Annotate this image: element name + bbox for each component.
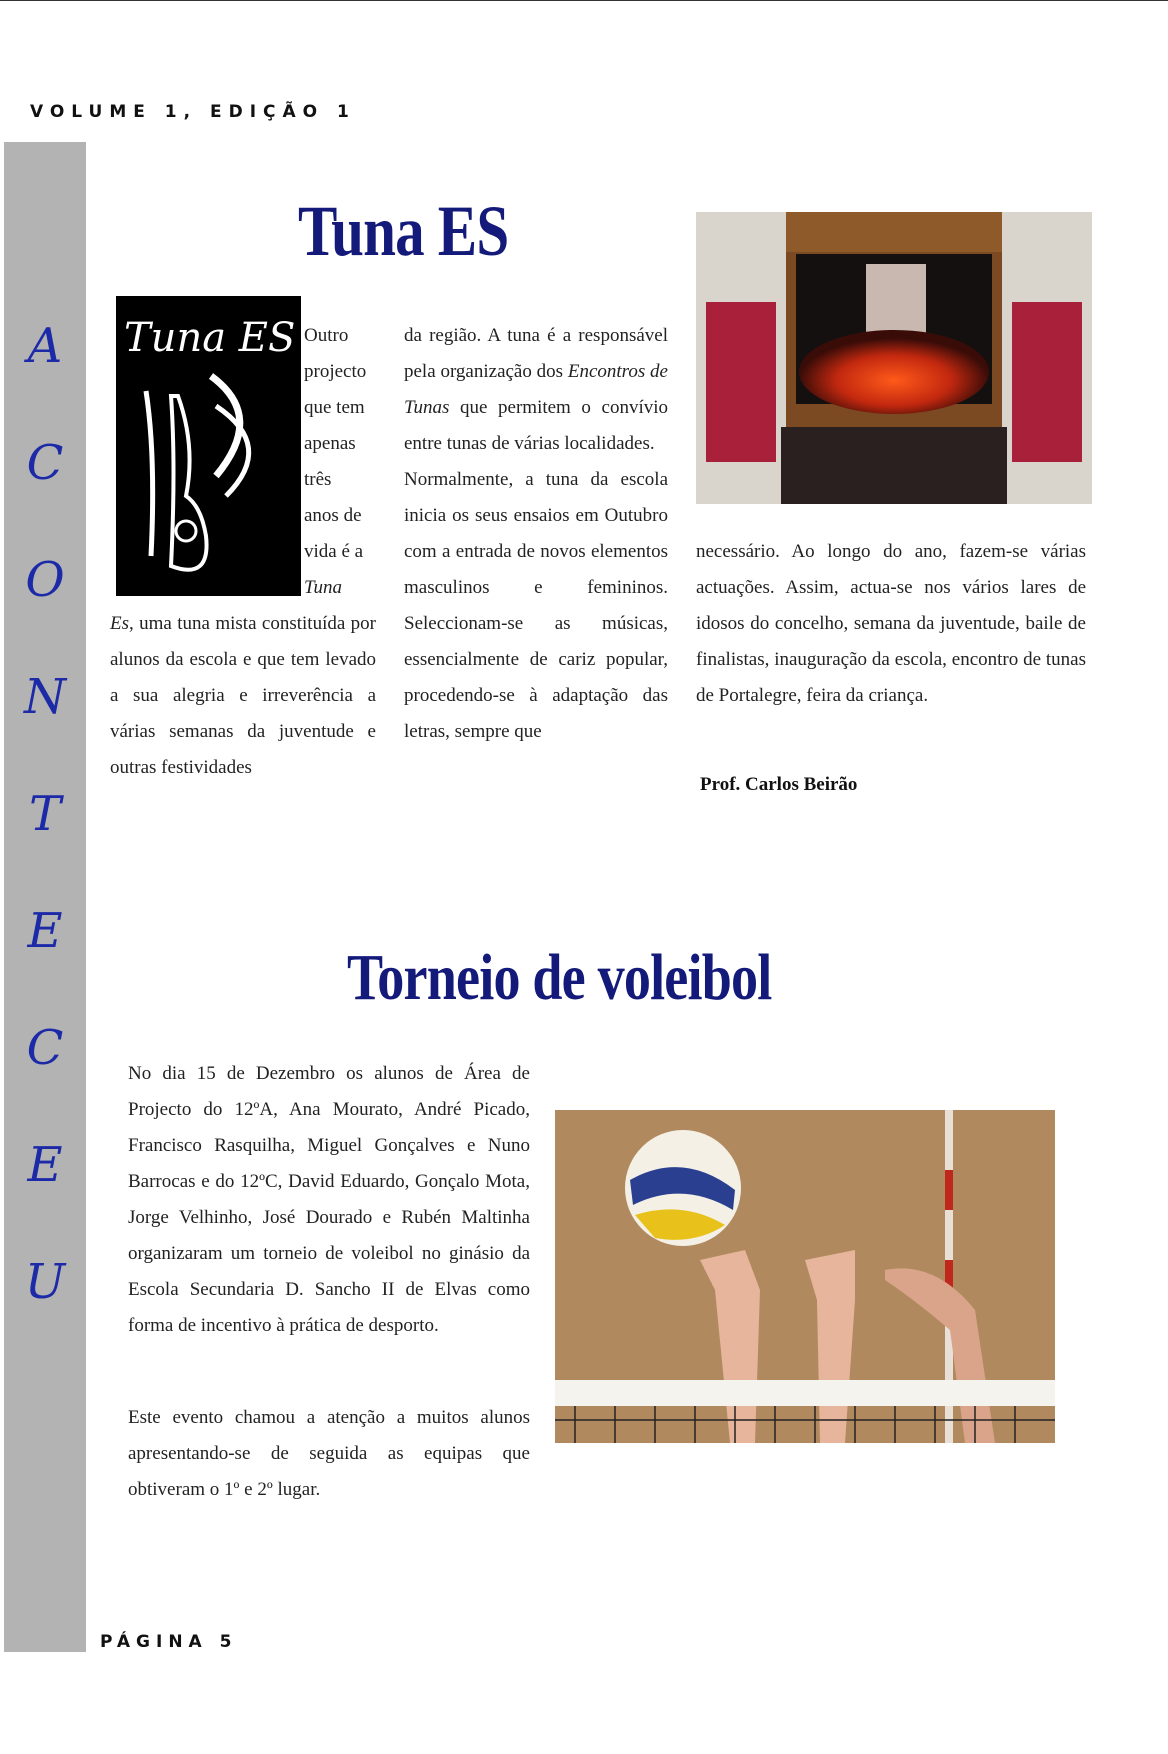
article-title-tuna: Tuna ES	[298, 191, 509, 271]
sidebar-letter: O	[25, 552, 65, 608]
tuna-stage-photo	[696, 212, 1092, 504]
logo-text: Tuna ES	[124, 315, 296, 361]
guitar-logo-icon	[116, 296, 301, 596]
theatre-stage-image	[696, 212, 1092, 504]
top-rule	[0, 0, 1168, 1]
volleyball-photo	[555, 1110, 1055, 1443]
tuna-col1-text: Es, uma tuna mista constituída por alunos da escola e que tem levado a sua alegria e irreverência a várias semanas da juventude e outras festividades	[110, 613, 376, 778]
tuna-col2-text: da região. A tuna é a responsável pela organização dos Encontros de Tunas que permitem o convívio entre tunas de várias localidades. Normalmente, a tuna da escola inicia os seus ensaios em Outubro com a entrada de novos elementos masculinos e femininos. Seleccionam-se as músicas, essencialmente de cariz popular, procedendo-se à adaptação das letras, sempre que	[404, 325, 668, 742]
tuna-es-logo	[116, 296, 301, 596]
sidebar-letter: C	[26, 1020, 64, 1076]
voleibol-paragraph-2: Este evento chamou a atenção a muitos alunos apresentando-se de seguida as equipas que obtiveram o 1º e 2º lugar.	[128, 1407, 530, 1500]
sidebar-letter: E	[27, 903, 63, 959]
sidebar-letter: U	[24, 1254, 66, 1310]
sidebar-letter: E	[27, 1137, 63, 1193]
article-title-voleibol: Torneio de voleibol	[347, 941, 772, 1014]
voleibol-paragraph-1: No dia 15 de Dezembro os alunos de Área de Projecto do 12ºA, Ana Mourato, André Picado, Francisco Rasquilha, Miguel Gonçalves e Nuno Barrocas e do 12ºC, David Eduardo, Gonçalo Mota, Jorge Velhinho, José Dourado e Rubén Maltinha organizaram um torneio de voleibol no ginásio da Escola Secundaria D. Sancho II de Elvas como forma de incentivo à prática de desporto.	[128, 1063, 530, 1336]
tuna-col3-text: necessário. Ao longo do ano, fazem-se várias actuações. Assim, actua-se nos vários lares de idosos do concelho, semana da juventude, baile de finalistas, inauguração da escola, encontro de tunas de Portalegre, feira da criança.	[696, 541, 1086, 706]
logo-wrap-text: Outro projecto que tem apenas três anos de vida é a Tuna	[304, 325, 367, 598]
article-author: Prof. Carlos Beirão	[700, 774, 858, 795]
sidebar-letter: N	[24, 669, 66, 725]
sidebar-letter: A	[27, 318, 63, 374]
sidebar-letter: T	[28, 786, 61, 842]
volume-header: VOLUME 1, EDIÇÃO 1	[30, 102, 356, 122]
section-sidebar	[4, 142, 86, 1652]
page-number: PÁGINA 5	[100, 1632, 238, 1652]
sidebar-letter: C	[26, 435, 64, 491]
volleyball-image	[555, 1110, 1055, 1443]
